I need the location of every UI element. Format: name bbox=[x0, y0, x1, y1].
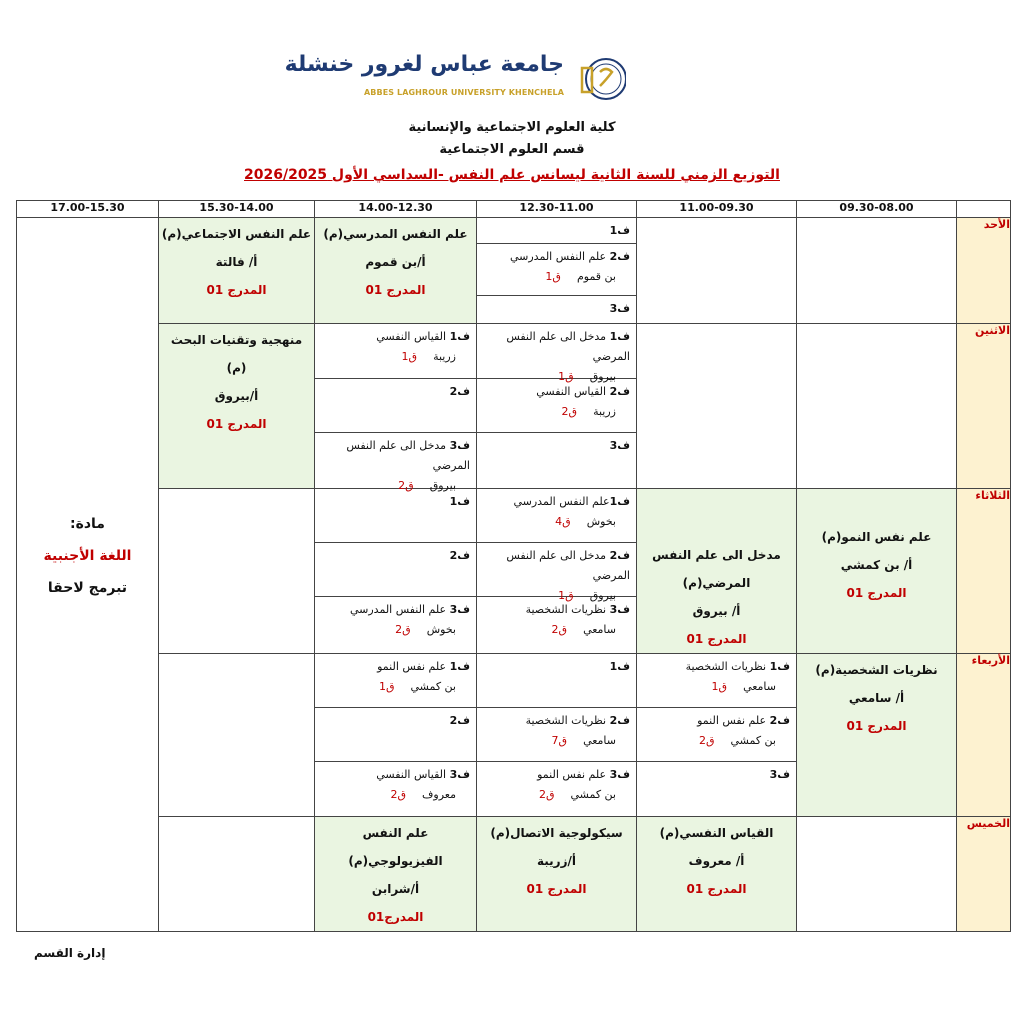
lecture-subject: القياس النفسي(م) bbox=[659, 826, 774, 840]
lecture-cell bbox=[315, 218, 477, 324]
time-slot-4: 14.00-12.30 bbox=[315, 201, 477, 218]
lecture-subject: علم نفس النمو(م) bbox=[821, 530, 932, 544]
empty-cell bbox=[159, 817, 315, 932]
day-row-thursday bbox=[17, 817, 1011, 932]
empty-cell bbox=[797, 324, 957, 489]
day-label: الثلاثاء bbox=[957, 489, 1011, 654]
foreign-language-subject: اللغة الأجنبية bbox=[43, 548, 132, 564]
lecture-hall: المدرج01 bbox=[367, 910, 424, 924]
lecture-teacher: أ/ بن كمشي bbox=[840, 558, 913, 572]
lecture-cell bbox=[477, 817, 637, 932]
lecture-subject: علم النفس الفيزيولوجي(م) bbox=[348, 826, 443, 868]
group-sessions-cell bbox=[315, 324, 477, 492]
lecture-teacher: أ/بن قموم bbox=[365, 255, 426, 269]
lecture-teacher: أ/ سامعي bbox=[848, 691, 905, 705]
group-session: ف3 bbox=[769, 768, 790, 781]
empty-cell bbox=[797, 817, 957, 932]
foreign-language-note: تبرمج لاحقا bbox=[47, 580, 128, 596]
lecture-teacher: أ/ بيروق bbox=[692, 604, 741, 618]
group-sessions-cell bbox=[315, 654, 477, 817]
lecture-teacher: أ/ فالتة bbox=[215, 255, 258, 269]
group-session: ف1 نظريات الشخصية سامعي ق1 bbox=[637, 654, 796, 708]
lecture-subject: مدخل الى علم النفس المرضي(م) bbox=[652, 548, 781, 590]
logo-arabic-text: جامعة عباس لغرور خنشلة bbox=[284, 52, 564, 77]
foreign-language-label: مادة: bbox=[70, 516, 105, 532]
group-session: ف2 bbox=[315, 543, 476, 597]
group-session: ف2 علم نفس النمو بن كمشي ق2 bbox=[637, 708, 796, 762]
group-session: ف3 bbox=[609, 302, 630, 315]
day-row-monday bbox=[17, 324, 1011, 489]
group-sessions-cell bbox=[477, 654, 637, 817]
lecture-subject: منهجية وتقنيات البحث (م) bbox=[170, 333, 303, 375]
lecture-hall: المدرج 01 bbox=[206, 417, 267, 431]
day-row-tuesday bbox=[17, 489, 1011, 654]
day-label: الخميس bbox=[957, 817, 1011, 932]
schedule-table bbox=[16, 200, 1011, 932]
day-label: الأحد bbox=[957, 218, 1011, 324]
lecture-cell bbox=[159, 218, 315, 324]
day-row-wednesday bbox=[17, 654, 1011, 817]
department-administration-label: إدارة القسم bbox=[34, 946, 106, 960]
lecture-cell bbox=[315, 817, 477, 932]
group-session: ف3 علم نفس النمو بن كمشي ق2 bbox=[537, 768, 630, 801]
day-label: الاثنين bbox=[957, 324, 1011, 489]
day-row-sunday bbox=[17, 218, 1011, 324]
group-session: ف1 مدخل الى علم النفس المرضي بيروق ق1 bbox=[477, 324, 636, 379]
schedule-title: التوزيع الزمني للسنة الثانية ليسانس علم النفس -السداسي الأول 2026/2025 bbox=[244, 167, 780, 183]
group-sessions-cell bbox=[477, 489, 637, 654]
time-slot-2: 11.00-09.30 bbox=[637, 201, 797, 218]
lecture-hall: المدرج 01 bbox=[846, 719, 907, 733]
group-session: ف1 القياس النفسي زريبة ق1 bbox=[315, 324, 476, 379]
department-name: قسم العلوم الاجتماعية bbox=[439, 142, 585, 157]
lecture-subject: نظريات الشخصية(م) bbox=[815, 663, 938, 677]
group-session: ف2 علم النفس المدرسي بن قموم ق1 bbox=[477, 244, 636, 296]
group-sessions-cell bbox=[637, 654, 797, 817]
logo-english-text: ABBES LAGHROUR UNIVERSITY KHENCHELA bbox=[364, 88, 564, 97]
lecture-cell bbox=[159, 324, 315, 489]
time-slot-3: 12.30-11.00 bbox=[477, 201, 637, 218]
group-session: ف1 علم نفس النمو بن كمشي ق1 bbox=[315, 654, 476, 708]
group-session: ف3 علم النفس المدرسي بخوش ق2 bbox=[349, 603, 470, 636]
lecture-hall: المدرج 01 bbox=[206, 283, 267, 297]
lecture-teacher: أ/شرابن bbox=[371, 882, 420, 896]
empty-cell bbox=[637, 324, 797, 489]
group-session: ف1 bbox=[315, 489, 476, 543]
lecture-subject: سيكولوجية الاتصال(م) bbox=[490, 826, 623, 840]
group-session: ف3 bbox=[609, 439, 630, 452]
corner-cell bbox=[957, 201, 1011, 218]
group-session: ف2 مدخل الى علم النفس المرضي بيروق ق1 bbox=[477, 543, 636, 597]
lecture-cell bbox=[797, 654, 957, 817]
group-session: ف1 bbox=[477, 654, 636, 708]
group-session: ف2 bbox=[315, 379, 476, 433]
group-session: ف2 نظريات الشخصية سامعي ق7 bbox=[477, 708, 636, 762]
lecture-cell bbox=[637, 489, 797, 654]
faculty-name: كلية العلوم الاجتماعية والإنسانية bbox=[408, 120, 616, 135]
empty-cell bbox=[159, 654, 315, 817]
time-slot-1: 09.30-08.00 bbox=[797, 201, 957, 218]
group-session: ف1علم النفس المدرسي بخوش ق4 bbox=[477, 489, 636, 543]
lecture-hall: المدرج 01 bbox=[686, 882, 747, 896]
empty-cell bbox=[159, 489, 315, 654]
foreign-language-cell bbox=[17, 218, 159, 932]
group-sessions-cell bbox=[477, 218, 637, 324]
group-sessions-cell bbox=[477, 324, 637, 489]
university-emblem-icon bbox=[576, 54, 626, 104]
lecture-teacher: أ/ معروف bbox=[688, 854, 745, 868]
lecture-teacher: أ/زريبة bbox=[537, 854, 576, 868]
lecture-teacher: أ/بيروق bbox=[214, 389, 259, 403]
group-sessions-cell bbox=[315, 489, 477, 654]
group-session: ف1 bbox=[477, 218, 636, 244]
lecture-cell bbox=[637, 817, 797, 932]
lecture-hall: المدرج 01 bbox=[686, 632, 747, 646]
time-slot-6: 17.00-15.30 bbox=[17, 201, 159, 218]
group-session: ف3 نظريات الشخصية سامعي ق2 bbox=[525, 603, 630, 636]
empty-cell bbox=[797, 218, 957, 324]
lecture-cell bbox=[797, 489, 957, 654]
group-session: ف3 مدخل الى علم النفس المرضي بيروق ق2 bbox=[346, 439, 470, 492]
time-slot-5: 15.30-14.00 bbox=[159, 201, 315, 218]
day-label: الأربعاء bbox=[957, 654, 1011, 817]
group-session: ف3 القياس النفسي معروف ق2 bbox=[376, 768, 470, 801]
lecture-hall: المدرج 01 bbox=[365, 283, 426, 297]
time-header-row bbox=[17, 201, 1011, 218]
group-session: ف2 القياس النفسي زريبة ق2 bbox=[477, 379, 636, 433]
lecture-hall: المدرج 01 bbox=[526, 882, 587, 896]
lecture-subject: علم النفس المدرسي(م) bbox=[323, 227, 468, 241]
lecture-hall: المدرج 01 bbox=[846, 586, 907, 600]
group-session: ف2 bbox=[315, 708, 476, 762]
empty-cell bbox=[637, 218, 797, 324]
university-logo bbox=[284, 52, 626, 104]
lecture-subject: علم النفس الاجتماعي(م) bbox=[161, 227, 312, 241]
